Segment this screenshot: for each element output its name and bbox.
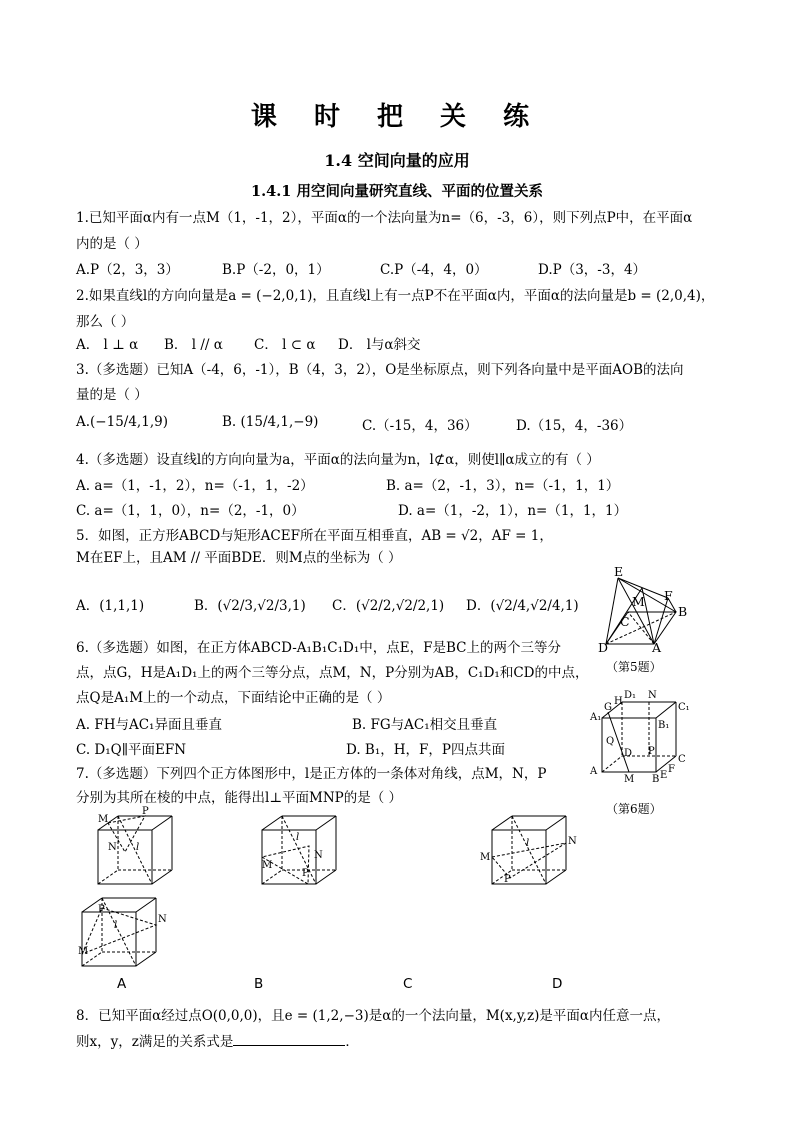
q5-caption: （第5题） bbox=[606, 660, 662, 674]
q3-stem: 3.（多选题）已知A（-4，6，-1），B（4，3，2），O是坐标原点，则下列各向量中是平面AOB的法向 bbox=[76, 362, 684, 378]
q7-cube-d bbox=[76, 894, 166, 972]
q6-fig-label-p: P bbox=[648, 746, 655, 757]
q7-label-b: B bbox=[254, 976, 264, 992]
q6-option-b: B. FG与AC₁相交且垂直 bbox=[352, 717, 498, 733]
q2-stem-cont: 那么（ ） bbox=[76, 314, 135, 330]
q6-fig-label-g: G bbox=[604, 702, 612, 713]
q6-fig-label-b: B bbox=[652, 774, 660, 785]
q5-stem: 5．如图，正方形ABCD与矩形ACEF所在平面互相垂直，AB = √2，AF = 1， bbox=[76, 528, 553, 544]
q8-answer-blank[interactable] bbox=[233, 1031, 345, 1046]
q7c-label-n: N bbox=[568, 836, 577, 847]
q8-stem-end: ． bbox=[345, 1034, 359, 1050]
q6-fig-label-b1: B₁ bbox=[658, 720, 670, 731]
q2-option-c: C． l ⊂ α bbox=[254, 337, 316, 353]
q7b-label-m: M bbox=[262, 860, 273, 871]
q7d-label-n: N bbox=[158, 914, 167, 925]
q7d-label-p: P bbox=[98, 904, 105, 915]
q7-stem-cont: 分别为其所在棱的中点，能得出l⊥平面MNP的是（ ） bbox=[76, 790, 403, 806]
q6-stem-cont: 点，点G，H是A₁D₁上的两个三等分点，点M，N，P分别为AB，C₁D₁和CD的中点， bbox=[76, 665, 589, 681]
q1-option-b: B.P（-2，0，1） bbox=[222, 262, 330, 278]
q2-option-d: D． l与α斜交 bbox=[338, 337, 421, 353]
q6-option-a: A. FH与AC₁异面且垂直 bbox=[76, 717, 222, 733]
q7c-label-p: P bbox=[504, 874, 511, 885]
q6-fig-label-c: C bbox=[678, 754, 686, 765]
q5-fig-label-e: E bbox=[614, 564, 624, 579]
q8-stem: 8．已知平面α经过点O(0,0,0)，且e = (1,2,−3)是α的一个法向量，M(x,y,z)是平面α内任意一点， bbox=[76, 1008, 670, 1024]
q5-fig-label-f: F bbox=[664, 588, 673, 603]
q4-option-d: D. a=（1，-2，1），n=（1，1，1） bbox=[398, 503, 628, 519]
q5-figure bbox=[596, 564, 688, 655]
q6-fig-label-q: Q bbox=[606, 736, 615, 747]
q7a-label-l: l bbox=[136, 842, 140, 853]
q7-label-a: A bbox=[117, 976, 127, 992]
q7d-label-l: l bbox=[114, 920, 118, 931]
q2-option-b: B． l // α bbox=[164, 337, 223, 353]
q6-fig-label-d1: D₁ bbox=[624, 690, 637, 701]
q6-option-c: C. D₁Q∥平面EFN bbox=[76, 742, 187, 758]
q3-option-b: B. (15/4,1,−9) bbox=[222, 414, 319, 430]
q7b-label-p: P bbox=[302, 868, 309, 879]
q5-option-b: B．(√2/3,√2/3,1) bbox=[194, 598, 306, 614]
q5-option-d: D．(√2/4,√2/4,1) bbox=[466, 598, 579, 614]
q5-fig-label-c: C bbox=[620, 614, 630, 629]
q7c-label-l: l bbox=[526, 838, 530, 849]
q7b-label-n: N bbox=[314, 850, 323, 861]
q7-cube-b bbox=[256, 812, 346, 890]
q6-fig-label-a: A bbox=[590, 766, 598, 777]
q4-option-a: A. a=（1，-1，2），n=（-1，1，-2） bbox=[76, 478, 314, 494]
q6-fig-label-e: E bbox=[660, 770, 668, 781]
q6-fig-label-d: D bbox=[624, 748, 633, 759]
q3-option-c: C.（-15，4，36） bbox=[362, 418, 478, 434]
q4-stem: 4.（多选题）设直线l的方向向量为a，平面α的法向量为n，l⊄α，则使l∥α成立的有（ ） bbox=[76, 452, 600, 468]
q6-fig-label-m: M bbox=[624, 774, 635, 785]
q5-fig-label-b: B bbox=[678, 604, 688, 619]
q7c-label-m: M bbox=[480, 852, 491, 863]
q5-option-c: C．(√2/2,√2/2,1) bbox=[332, 598, 445, 614]
q6-stem-cont2: 点Q是A₁M上的一个动点，下面结论中正确的是（ ） bbox=[76, 690, 391, 706]
q1-option-a: A.P（2，3，3） bbox=[76, 262, 179, 278]
q5-fig-label-a: A bbox=[652, 640, 662, 655]
q8-stem-cont bbox=[76, 1030, 359, 1050]
q5-fig-label-d: D bbox=[598, 640, 609, 655]
q6-option-d: D. B₁，H，F，P四点共面 bbox=[346, 742, 505, 758]
q7-stem: 7.（多选题）下列四个正方体图形中，l是正方体的一条体对角线，点M，N，P bbox=[76, 766, 547, 782]
q5-option-a: A．(1,1,1) bbox=[76, 598, 145, 614]
q1-option-c: C.P（-4，4，0） bbox=[380, 262, 488, 278]
q1-stem-cont: 内的是（ ） bbox=[76, 236, 148, 252]
q4-option-c: C. a=（1，1，0），n=（2，-1，0） bbox=[76, 503, 305, 519]
q3-option-d: D.（15，4，-36） bbox=[516, 418, 633, 434]
q6-stem: 6.（多选题）如图，在正方体ABCD-A₁B₁C₁D₁中，点E，F是BC上的两个三等分 bbox=[76, 640, 561, 656]
q5-fig-label-m: M bbox=[632, 594, 645, 609]
q1-option-d: D.P（3，-3，4） bbox=[538, 262, 647, 278]
q7-cube-c bbox=[480, 812, 586, 890]
q7-label-d: D bbox=[552, 976, 563, 992]
q6-fig-label-f: F bbox=[668, 764, 675, 775]
q8-stem-text: 则x，y，z满足的关系式是 bbox=[76, 1034, 234, 1050]
q3-stem-cont: 量的是（ ） bbox=[76, 387, 148, 403]
q6-caption: （第6题） bbox=[606, 802, 662, 816]
q7a-label-m: M bbox=[98, 814, 109, 825]
q7b-label-l: l bbox=[296, 832, 300, 843]
section-heading: 1.4 空间向量的应用 bbox=[324, 151, 470, 170]
q6-fig-label-h: H bbox=[614, 696, 623, 707]
q7-cube-a bbox=[92, 806, 182, 890]
q7a-label-n: N bbox=[108, 842, 117, 853]
q5-stem-cont: M在EF上，且AM // 平面BDE．则M点的坐标为（ ） bbox=[76, 550, 402, 566]
q6-figure bbox=[590, 690, 692, 786]
q6-fig-label-a1: A₁ bbox=[590, 712, 602, 723]
page-title: 课 时 把 关 练 bbox=[250, 102, 544, 132]
q7a-label-p: P bbox=[142, 806, 149, 817]
q2-stem: 2.如果直线l的方向向量是a = (−2,0,1)，且直线l上有一点P不在平面α内，平面α的法向量是b = (2,0,4)， bbox=[76, 288, 715, 304]
q6-fig-label-c1: C₁ bbox=[678, 702, 690, 713]
q3-option-a: A.(−15/4,1,9) bbox=[76, 414, 168, 430]
q6-fig-label-n: N bbox=[648, 690, 657, 701]
subsection-heading: 1.4.1 用空间向量研究直线、平面的位置关系 bbox=[251, 183, 543, 200]
q7d-label-m: M bbox=[78, 946, 89, 957]
q1-stem: 1.已知平面α内有一点M（1，-1，2），平面α的一个法向量为n=（6，-3，6），则下列点P中，在平面α bbox=[76, 210, 693, 226]
q4-option-b: B. a=（2，-1，3），n=（-1，1，1） bbox=[386, 478, 620, 494]
q7-label-c: C bbox=[403, 976, 413, 992]
q2-option-a: A． l ⊥ α bbox=[76, 337, 139, 353]
